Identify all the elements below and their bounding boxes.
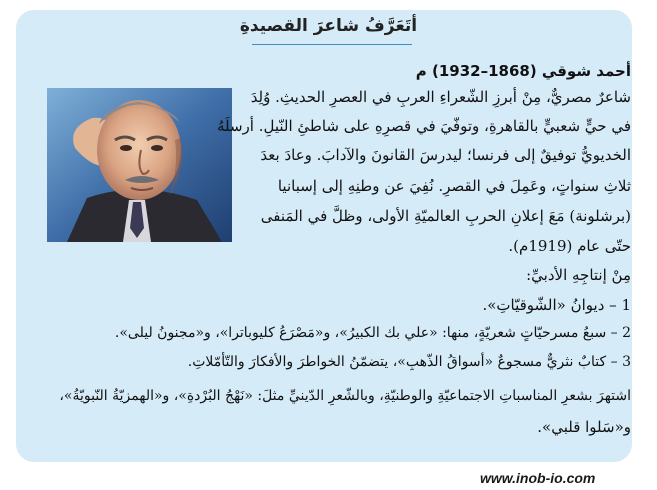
website-watermark: www.inob-io.com xyxy=(480,470,596,486)
section-title: أتَعَرَّفُ شاعرَ القصيدةِ xyxy=(239,16,418,36)
works-item: 2 – سبعُ مسرحيّاتٍ شعريّةٍ، منها: «علي بك الكبيرُ»، و«مَصْرَعُ كليوباترا»، و«مجنونُ ليلى». xyxy=(114,325,631,341)
works-heading: مِنْ إنتاجِهِ الأدبيِّ: xyxy=(526,266,631,284)
poet-portrait-image xyxy=(47,88,232,242)
poet-name-heading: أحمد شوقي (1868–1932) م xyxy=(415,62,631,80)
bio-line: شاعرٌ مصريٌّ، مِنْ أبرزِ الشّعراءِ العربِ في العصرِ الحديثِ. وُلِدَ xyxy=(250,88,631,106)
closing-line: اشتهرَ بشعرِ المناسباتِ الاجتماعيّةِ والوطنيّةِ، وبالشّعرِ الدّينيِّ مثلَ: «نَهْجُ البُرْدةِ»، و«الهمزيّةُ النّبويّةُ»، xyxy=(59,388,631,404)
closing-line: و«سَلوا قلبي». xyxy=(537,418,631,436)
bio-line: الخديويُّ توفيقٌ إلى فرنسا؛ ليدرسَ القانونَ والآدابَ. وعادَ بعدَ xyxy=(260,146,631,164)
bio-line: (برشلونة) مَعَ إعلانِ الحربِ العالميّةِ الأولى، وظلَّ في المَنفى xyxy=(260,207,631,225)
works-item: 1 – ديوانُ «الشّوقيّاتِ». xyxy=(482,296,631,314)
bio-line: ثلاثِ سنواتٍ، وعَمِلَ في القصرِ. نُفِيَ عن وطنِهِ إلى إسبانيا xyxy=(277,177,631,195)
poet-portrait xyxy=(47,88,232,242)
bio-line: في حيٍّ شعبيٍّ بالقاهرةِ، وتوفّيَ في قصرِهِ على شاطئِ النّيلِ. أرسلَهُ xyxy=(216,117,631,135)
bio-line: حتّى عام (1919م). xyxy=(508,237,631,255)
works-item: 3 – كتابٌ نثريٌّ مسجوعٌ «أسواقُ الذّهبِ»، يتضمّنُ الخواطرَ والأفكارَ والتّأمّلاتِ. xyxy=(187,354,631,370)
title-underline xyxy=(252,44,412,45)
